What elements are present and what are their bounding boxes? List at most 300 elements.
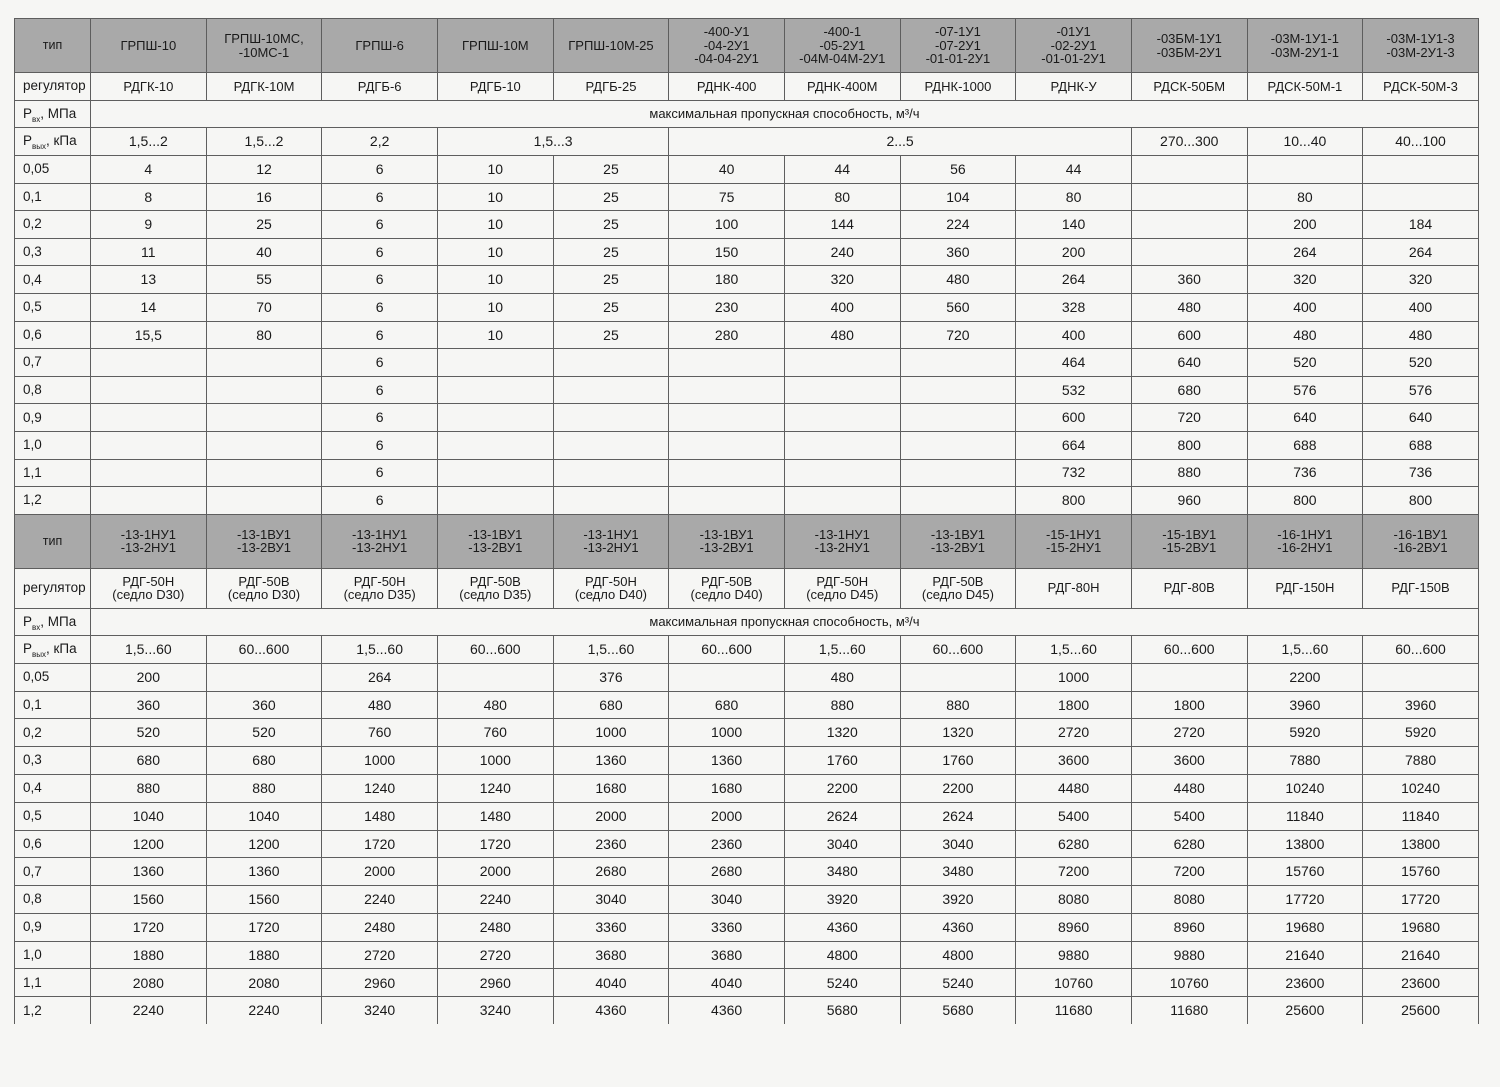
capacity-cell: 560 xyxy=(900,293,1016,321)
table-row xyxy=(15,349,1479,377)
capacity-cell: 1880 xyxy=(206,941,322,969)
capacity-cell: 736 xyxy=(1363,459,1479,487)
capacity-cell: 664 xyxy=(1016,431,1132,459)
capacity-cell: 17720 xyxy=(1247,886,1363,914)
table-row xyxy=(15,376,1479,404)
capacity-cell: 6 xyxy=(322,238,438,266)
table-row xyxy=(15,913,1479,941)
capacity-cell: 1560 xyxy=(206,886,322,914)
capacity-cell: 2680 xyxy=(669,858,785,886)
pressure-cell: 1,1 xyxy=(15,459,91,487)
block2-regulator-1: РДГ-50В (седло D30) xyxy=(206,568,322,608)
block2-pout-label xyxy=(15,635,91,663)
capacity-cell: 688 xyxy=(1247,431,1363,459)
capacity-cell: 2080 xyxy=(206,969,322,997)
capacity-cell: 680 xyxy=(91,747,207,775)
block1-regulator-6: РДНК-400М xyxy=(784,73,900,101)
table-row xyxy=(15,183,1479,211)
capacity-cell: 3360 xyxy=(553,913,669,941)
capacity-cell: 25 xyxy=(553,293,669,321)
block2-pin-label-unit: , МПа xyxy=(40,613,77,629)
block1-pout-2: 2,2 xyxy=(322,128,438,156)
capacity-cell: 13800 xyxy=(1363,830,1479,858)
block1-pout-label-main: P xyxy=(23,133,33,149)
block2-pout-10: 1,5...60 xyxy=(1247,635,1363,663)
capacity-cell: 150 xyxy=(669,238,785,266)
capacity-cell: 576 xyxy=(1247,376,1363,404)
capacity-cell: 3040 xyxy=(784,830,900,858)
capacity-cell: 25 xyxy=(553,211,669,239)
capacity-cell xyxy=(91,376,207,404)
capacity-cell: 40 xyxy=(669,156,785,184)
capacity-cell: 3600 xyxy=(1131,747,1247,775)
table-row xyxy=(15,487,1479,515)
capacity-cell xyxy=(669,349,785,377)
capacity-cell: 2240 xyxy=(91,997,207,1024)
capacity-cell xyxy=(784,376,900,404)
block2-regulator-2: РДГ-50Н (седло D35) xyxy=(322,568,438,608)
capacity-cell: 7200 xyxy=(1016,858,1132,886)
block2-pout-label-sub: вых xyxy=(32,650,47,660)
capacity-cell: 7200 xyxy=(1131,858,1247,886)
capacity-cell: 3680 xyxy=(553,941,669,969)
capacity-cell: 360 xyxy=(900,238,1016,266)
capacity-cell: 1800 xyxy=(1131,691,1247,719)
block2-regulator-5: РДГ-50В (седло D40) xyxy=(669,568,785,608)
capacity-cell: 19680 xyxy=(1363,913,1479,941)
table-row xyxy=(15,211,1479,239)
table-row xyxy=(15,997,1479,1024)
pressure-cell: 0,1 xyxy=(15,691,91,719)
capacity-cell: 400 xyxy=(1363,293,1479,321)
capacity-cell: 688 xyxy=(1363,431,1479,459)
table-row xyxy=(15,404,1479,432)
pressure-cell: 0,7 xyxy=(15,858,91,886)
block1-pin-label-sub: вх xyxy=(32,114,41,124)
capacity-cell: 2000 xyxy=(322,858,438,886)
capacity-cell: 1000 xyxy=(669,719,785,747)
capacity-cell: 11680 xyxy=(1131,997,1247,1024)
capacity-cell xyxy=(669,459,785,487)
block1-regulator-4: РДГБ-25 xyxy=(553,73,669,101)
capacity-cell: 4040 xyxy=(669,969,785,997)
capacity-cell: 4360 xyxy=(784,913,900,941)
capacity-cell: 600 xyxy=(1016,404,1132,432)
table-row xyxy=(15,663,1479,691)
table-row xyxy=(15,431,1479,459)
block1-pout-6: 10...40 xyxy=(1247,128,1363,156)
table-row xyxy=(15,691,1479,719)
capacity-cell: 6 xyxy=(322,487,438,515)
capacity-cell xyxy=(1131,183,1247,211)
block1-regulator-row xyxy=(15,73,1479,101)
block1-regulator-10: РДСК-50М-1 xyxy=(1247,73,1363,101)
capacity-cell: 8080 xyxy=(1016,886,1132,914)
capacity-cell: 4480 xyxy=(1016,774,1132,802)
capacity-cell xyxy=(784,349,900,377)
capacity-cell: 8960 xyxy=(1016,913,1132,941)
capacity-cell: 180 xyxy=(669,266,785,294)
capacity-cell: 3360 xyxy=(669,913,785,941)
capacity-cell: 600 xyxy=(1131,321,1247,349)
block2-type-3: -13-1ВУ1 -13-2ВУ1 xyxy=(437,514,553,568)
capacity-cell: 230 xyxy=(669,293,785,321)
capacity-cell: 13800 xyxy=(1247,830,1363,858)
block1-pout-4: 2...5 xyxy=(669,128,1132,156)
capacity-cell: 23600 xyxy=(1363,969,1479,997)
table-row xyxy=(15,238,1479,266)
capacity-cell xyxy=(784,404,900,432)
capacity-cell: 6 xyxy=(322,293,438,321)
pressure-cell: 0,2 xyxy=(15,719,91,747)
capacity-cell: 7880 xyxy=(1363,747,1479,775)
block2-type-0: -13-1НУ1 -13-2НУ1 xyxy=(91,514,207,568)
pressure-cell: 1,2 xyxy=(15,997,91,1024)
block2-pout-4: 1,5...60 xyxy=(553,635,669,663)
block2-regulator-7: РДГ-50В (седло D45) xyxy=(900,568,1016,608)
capacity-cell: 2624 xyxy=(784,802,900,830)
capacity-cell: 3920 xyxy=(900,886,1016,914)
block2-regulator-3: РДГ-50В (седло D35) xyxy=(437,568,553,608)
block2-pout-7: 60...600 xyxy=(900,635,1016,663)
capacity-cell: 8 xyxy=(91,183,207,211)
block1-pout-1: 1,5...2 xyxy=(206,128,322,156)
pressure-cell: 0,6 xyxy=(15,321,91,349)
capacity-cell: 520 xyxy=(1247,349,1363,377)
block2-pout-label-main: P xyxy=(23,641,33,657)
capacity-cell: 15760 xyxy=(1247,858,1363,886)
capacity-cell xyxy=(437,376,553,404)
capacity-cell: 2000 xyxy=(669,802,785,830)
capacity-cell: 17720 xyxy=(1363,886,1479,914)
capacity-cell: 320 xyxy=(784,266,900,294)
capacity-cell: 5400 xyxy=(1016,802,1132,830)
capacity-cell: 520 xyxy=(91,719,207,747)
capacity-cell: 400 xyxy=(784,293,900,321)
capacity-cell: 520 xyxy=(206,719,322,747)
table-row xyxy=(15,941,1479,969)
capacity-cell: 6280 xyxy=(1131,830,1247,858)
block2-pin-label xyxy=(15,608,91,635)
capacity-cell: 4360 xyxy=(900,913,1016,941)
capacity-cell: 25600 xyxy=(1363,997,1479,1024)
block1-pout-label-unit: , кПа xyxy=(46,133,77,149)
capacity-cell: 800 xyxy=(1247,487,1363,515)
capacity-cell: 2720 xyxy=(1016,719,1132,747)
capacity-cell: 21640 xyxy=(1247,941,1363,969)
capacity-cell: 104 xyxy=(900,183,1016,211)
capacity-cell: 10 xyxy=(437,183,553,211)
capacity-cell: 80 xyxy=(1016,183,1132,211)
capacity-cell: 736 xyxy=(1247,459,1363,487)
capacity-cell xyxy=(206,376,322,404)
block1-pout-0: 1,5...2 xyxy=(91,128,207,156)
table-row xyxy=(15,459,1479,487)
capacity-cell: 1240 xyxy=(322,774,438,802)
capacity-cell xyxy=(91,431,207,459)
capacity-cell: 2240 xyxy=(437,886,553,914)
capacity-cell: 2960 xyxy=(322,969,438,997)
capacity-cell: 4480 xyxy=(1131,774,1247,802)
capacity-cell: 5240 xyxy=(900,969,1016,997)
block2-capacity-caption: максимальная пропускная способность, м³/ч xyxy=(91,608,1479,635)
capacity-cell: 4800 xyxy=(784,941,900,969)
capacity-cell: 25 xyxy=(553,321,669,349)
capacity-cell: 1720 xyxy=(437,830,553,858)
capacity-cell: 40 xyxy=(206,238,322,266)
pressure-cell: 0,3 xyxy=(15,747,91,775)
capacity-cell: 25 xyxy=(206,211,322,239)
block1-type-6: -400-1 -05-2У1 -04М-04М-2У1 xyxy=(784,19,900,73)
capacity-cell: 10240 xyxy=(1363,774,1479,802)
block1-pout-label xyxy=(15,128,91,156)
block2-type-7: -13-1ВУ1 -13-2ВУ1 xyxy=(900,514,1016,568)
block1-type-7: -07-1У1 -07-2У1 -01-01-2У1 xyxy=(900,19,1016,73)
block2-regulator-row xyxy=(15,568,1479,608)
capacity-cell: 25 xyxy=(553,183,669,211)
capacity-cell: 1000 xyxy=(322,747,438,775)
block1-type-2: ГРПШ-6 xyxy=(322,19,438,73)
capacity-cell: 1880 xyxy=(91,941,207,969)
capacity-cell xyxy=(437,663,553,691)
block1-pin-label-main: P xyxy=(23,105,33,121)
capacity-cell: 11840 xyxy=(1247,802,1363,830)
capacity-cell xyxy=(900,431,1016,459)
capacity-cell: 680 xyxy=(669,691,785,719)
capacity-cell: 480 xyxy=(784,663,900,691)
capacity-cell: 6 xyxy=(322,404,438,432)
capacity-cell: 44 xyxy=(784,156,900,184)
capacity-cell: 8080 xyxy=(1131,886,1247,914)
capacity-cell: 10760 xyxy=(1016,969,1132,997)
block1-pout-3: 1,5...3 xyxy=(437,128,668,156)
capacity-cell xyxy=(1131,211,1247,239)
block2-pin-label-sub: вх xyxy=(32,622,41,632)
capacity-cell: 2720 xyxy=(437,941,553,969)
block1-type-5: -400-У1 -04-2У1 -04-04-2У1 xyxy=(669,19,785,73)
capacity-cell: 6 xyxy=(322,459,438,487)
capacity-cell: 80 xyxy=(1247,183,1363,211)
capacity-cell: 80 xyxy=(784,183,900,211)
capacity-cell xyxy=(900,376,1016,404)
capacity-cell: 4360 xyxy=(669,997,785,1024)
capacity-cell: 480 xyxy=(1247,321,1363,349)
pressure-cell: 0,3 xyxy=(15,238,91,266)
capacity-cell: 320 xyxy=(1247,266,1363,294)
block1-regulator-0: РДГК-10 xyxy=(91,73,207,101)
capacity-cell xyxy=(784,459,900,487)
block1-pout-7: 40...100 xyxy=(1363,128,1479,156)
pressure-cell: 0,9 xyxy=(15,913,91,941)
capacity-cell: 1720 xyxy=(322,830,438,858)
block1-type-11: -03М-1У1-3 -03М-2У1-3 xyxy=(1363,19,1479,73)
block1-capacity-row xyxy=(15,101,1479,128)
capacity-cell: 280 xyxy=(669,321,785,349)
capacity-cell xyxy=(900,459,1016,487)
capacity-cell: 240 xyxy=(784,238,900,266)
pressure-cell: 0,05 xyxy=(15,156,91,184)
capacity-cell: 880 xyxy=(784,691,900,719)
block1-type-label: тип xyxy=(15,19,91,73)
capacity-cell: 680 xyxy=(206,747,322,775)
capacity-cell xyxy=(669,376,785,404)
capacity-cell xyxy=(206,487,322,515)
capacity-cell: 680 xyxy=(1131,376,1247,404)
capacity-cell: 144 xyxy=(784,211,900,239)
capacity-cell: 25600 xyxy=(1247,997,1363,1024)
capacity-cell: 23600 xyxy=(1247,969,1363,997)
capacity-cell: 200 xyxy=(1247,211,1363,239)
table-row xyxy=(15,747,1479,775)
capacity-cell xyxy=(900,404,1016,432)
capacity-cell: 1760 xyxy=(900,747,1016,775)
block2-regulator-8: РДГ-80Н xyxy=(1016,568,1132,608)
capacity-cell xyxy=(437,349,553,377)
block2-regulator-9: РДГ-80В xyxy=(1131,568,1247,608)
capacity-cell: 360 xyxy=(91,691,207,719)
capacity-cell: 6280 xyxy=(1016,830,1132,858)
table-row xyxy=(15,719,1479,747)
block1-type-4: ГРПШ-10М-25 xyxy=(553,19,669,73)
capacity-cell: 376 xyxy=(553,663,669,691)
capacity-cell: 264 xyxy=(322,663,438,691)
capacity-cell: 13 xyxy=(91,266,207,294)
capacity-cell: 720 xyxy=(900,321,1016,349)
capacity-cell: 264 xyxy=(1247,238,1363,266)
block2-pout-11: 60...600 xyxy=(1363,635,1479,663)
block2-type-10: -16-1НУ1 -16-2НУ1 xyxy=(1247,514,1363,568)
capacity-cell: 2360 xyxy=(553,830,669,858)
block1-regulator-5: РДНК-400 xyxy=(669,73,785,101)
block2-pout-5: 60...600 xyxy=(669,635,785,663)
capacity-cell xyxy=(206,431,322,459)
pressure-cell: 1,1 xyxy=(15,969,91,997)
table-row xyxy=(15,802,1479,830)
capacity-cell: 140 xyxy=(1016,211,1132,239)
block2-regulator-0: РДГ-50Н (седло D30) xyxy=(91,568,207,608)
capacity-cell: 3600 xyxy=(1016,747,1132,775)
capacity-cell: 25 xyxy=(553,156,669,184)
capacity-cell: 2720 xyxy=(1131,719,1247,747)
block1-type-9: -03БМ-1У1 -03БМ-2У1 xyxy=(1131,19,1247,73)
capacity-cell: 2000 xyxy=(437,858,553,886)
capacity-cell: 10 xyxy=(437,321,553,349)
capacity-cell: 1000 xyxy=(553,719,669,747)
pressure-cell: 0,5 xyxy=(15,802,91,830)
block2-regulator-6: РДГ-50Н (седло D45) xyxy=(784,568,900,608)
block2-pin-label-main: P xyxy=(23,613,33,629)
capacity-document xyxy=(14,18,1478,1024)
capacity-cell: 1200 xyxy=(91,830,207,858)
capacity-cell xyxy=(553,404,669,432)
capacity-cell: 7880 xyxy=(1247,747,1363,775)
capacity-cell: 1360 xyxy=(553,747,669,775)
capacity-cell: 680 xyxy=(553,691,669,719)
capacity-cell: 3960 xyxy=(1247,691,1363,719)
capacity-cell: 1680 xyxy=(669,774,785,802)
capacity-cell: 400 xyxy=(1247,293,1363,321)
capacity-cell: 2000 xyxy=(553,802,669,830)
capacity-cell: 5920 xyxy=(1247,719,1363,747)
capacity-cell xyxy=(553,431,669,459)
block2-capacity-row xyxy=(15,608,1479,635)
capacity-cell: 2720 xyxy=(322,941,438,969)
capacity-cell: 480 xyxy=(322,691,438,719)
capacity-cell: 520 xyxy=(1363,349,1479,377)
capacity-cell: 3040 xyxy=(669,886,785,914)
capacity-cell xyxy=(1363,156,1479,184)
pressure-cell: 1,0 xyxy=(15,941,91,969)
capacity-cell: 264 xyxy=(1363,238,1479,266)
block2-type-11: -16-1ВУ1 -16-2ВУ1 xyxy=(1363,514,1479,568)
capacity-cell xyxy=(553,376,669,404)
capacity-cell xyxy=(553,349,669,377)
capacity-cell xyxy=(900,663,1016,691)
capacity-cell: 1760 xyxy=(784,747,900,775)
capacity-cell: 11680 xyxy=(1016,997,1132,1024)
capacity-cell: 800 xyxy=(1363,487,1479,515)
table-row xyxy=(15,858,1479,886)
capacity-cell: 3920 xyxy=(784,886,900,914)
capacity-cell: 16 xyxy=(206,183,322,211)
capacity-cell: 4800 xyxy=(900,941,1016,969)
capacity-cell: 15,5 xyxy=(91,321,207,349)
capacity-cell: 880 xyxy=(206,774,322,802)
capacity-cell xyxy=(206,349,322,377)
capacity-cell xyxy=(784,431,900,459)
capacity-cell: 2200 xyxy=(784,774,900,802)
capacity-cell xyxy=(669,431,785,459)
capacity-cell: 1720 xyxy=(206,913,322,941)
pressure-cell: 0,4 xyxy=(15,774,91,802)
block2-pout-0: 1,5...60 xyxy=(91,635,207,663)
block1-regulator-7: РДНК-1000 xyxy=(900,73,1016,101)
capacity-cell: 3680 xyxy=(669,941,785,969)
capacity-cell: 55 xyxy=(206,266,322,294)
capacity-cell: 44 xyxy=(1016,156,1132,184)
capacity-cell: 70 xyxy=(206,293,322,321)
capacity-cell: 6 xyxy=(322,431,438,459)
capacity-cell: 532 xyxy=(1016,376,1132,404)
block2-type-1: -13-1ВУ1 -13-2ВУ1 xyxy=(206,514,322,568)
table-row xyxy=(15,830,1479,858)
block2-type-4: -13-1НУ1 -13-2НУ1 xyxy=(553,514,669,568)
block1-regulator-label: регулятор xyxy=(15,73,91,101)
capacity-cell: 1480 xyxy=(437,802,553,830)
capacity-cell: 9 xyxy=(91,211,207,239)
table-row xyxy=(15,886,1479,914)
capacity-cell xyxy=(1363,183,1479,211)
pressure-cell: 1,0 xyxy=(15,431,91,459)
capacity-cell xyxy=(669,663,785,691)
capacity-cell: 1800 xyxy=(1016,691,1132,719)
capacity-cell: 480 xyxy=(900,266,1016,294)
pressure-cell: 0,6 xyxy=(15,830,91,858)
capacity-cell: 1720 xyxy=(91,913,207,941)
capacity-cell: 1040 xyxy=(206,802,322,830)
capacity-cell: 19680 xyxy=(1247,913,1363,941)
capacity-cell: 10 xyxy=(437,211,553,239)
block1-pin-label-unit: , МПа xyxy=(40,105,77,121)
capacity-cell xyxy=(669,487,785,515)
capacity-cell: 880 xyxy=(1131,459,1247,487)
capacity-cell: 1360 xyxy=(91,858,207,886)
capacity-cell: 6 xyxy=(322,211,438,239)
table-row xyxy=(15,321,1479,349)
pressure-cell: 1,2 xyxy=(15,487,91,515)
capacity-cell: 10 xyxy=(437,156,553,184)
capacity-cell: 1000 xyxy=(1016,663,1132,691)
